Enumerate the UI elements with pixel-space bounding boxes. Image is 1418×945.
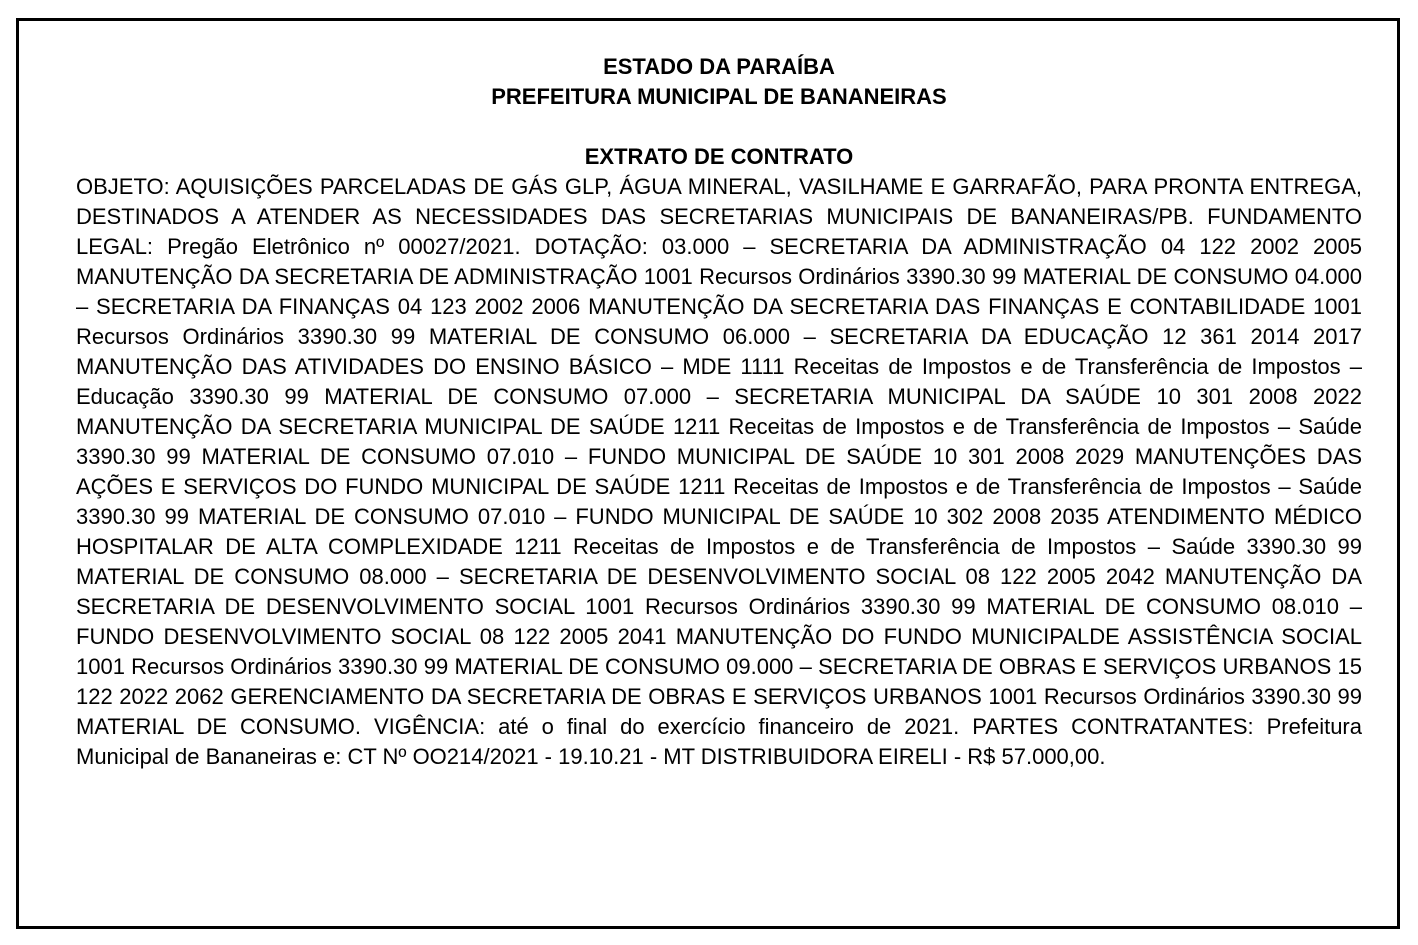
document-content (76, 52, 1362, 772)
contract-body-text: OBJETO: AQUISIÇÕES PARCELADAS DE GÁS GLP, ÁGUA MINERAL, VASILHAME E GARRAFÃO, PARA PRONTA ENTREGA, DESTINADOS A ATENDER AS NECESSIDADES DAS SECRETARIAS MUNICIPAIS DE BANANEIRAS/PB. FUNDAMENTO LEGAL: Pregão Eletrônico nº 00027/2021. DOTAÇÃO: 03.000 – SECRETARIA DA ADMINISTRAÇÃO 04 122 2002 2005 MANUTENÇÃO DA SECRETARIA DE ADMINISTRAÇÃO 1001 Recursos Ordinários 3390.30 99 MATERIAL DE CONSUMO 04.000 – SECRETARIA DA FINANÇAS 04 123 2002 2006 MANUTENÇÃO DA SECRETARIA DAS FINANÇAS E CONTABILIDADE 1001 Recursos Ordinários 3390.30 99 MATERIAL DE CONSUMO 06.000 – SECRETARIA DA EDUCAÇÃO 12 361 2014 2017 MANUTENÇÃO DAS ATIVIDADES DO ENSINO BÁSICO – MDE 1111 Receitas de Impostos e de Transferência de Impostos – Educação 3390.30 99 MATERIAL DE CONSUMO 07.000 – SECRETARIA MUNICIPAL DA SAÚDE 10 301 2008 2022 MANUTENÇÃO DA SECRETARIA MUNICIPAL DE SAÚDE 1211 Receitas de Impostos e de Transferência de Impostos – Saúde 3390.30 99 MATERIAL DE CONSUMO 07.010 – FUNDO MUNICIPAL DE SAÚDE 10 301 2008 2029 MANUTENÇÕES DAS AÇÕES E SERVIÇOS DO FUNDO MUNICIPAL DE SAÚDE 1211 Receitas de Impostos e de Transferência de Impostos – Saúde 3390.30 99 MATERIAL DE CONSUMO 07.010 – FUNDO MUNICIPAL DE SAÚDE 10 302 2008 2035 ATENDIMENTO MÉDICO HOSPITALAR DE ALTA COMPLEXIDADE 1211 Receitas de Impostos e de Transferência de Impostos – Saúde 3390.30 99 MATERIAL DE CONSUMO 08.000 – SECRETARIA DE DESENVOLVIMENTO SOCIAL 08 122 2005 2042 MANUTENÇÃO DA SECRETARIA DE DESENVOLVIMENTO SOCIAL 1001 Recursos Ordinários 3390.30 99 MATERIAL DE CONSUMO 08.010 – FUNDO DESENVOLVIMENTO SOCIAL 08 122 2005 2041 MANUTENÇÃO DO FUNDO MUNICIPALDE ASSISTÊNCIA SOCIAL 1001 Recursos Ordinários 3390.30 99 MATERIAL DE CONSUMO 09.000 – SECRETARIA DE OBRAS E SERVIÇOS URBANOS 15 122 2022 2062 GERENCIAMENTO DA SECRETARIA DE OBRAS E SERVIÇOS URBANOS 1001 Recursos Ordinários 3390.30 99 MATERIAL DE CONSUMO. VIGÊNCIA: até o final do exercício financeiro de 2021. PARTES CONTRATANTES: Prefeitura Municipal de Bananeiras e: CT Nº OO214/2021 - 19.10.21 - MT DISTRIBUIDORA EIRELI - R$ 57.000,00. (76, 174, 1362, 769)
header-spacer (76, 112, 1362, 142)
header-state: ESTADO DA PARAÍBA (603, 54, 835, 79)
section-title: EXTRATO DE CONTRATO (584, 144, 854, 169)
header-municipality: PREFEITURA MUNICIPAL DE BANANEIRAS (491, 84, 947, 109)
